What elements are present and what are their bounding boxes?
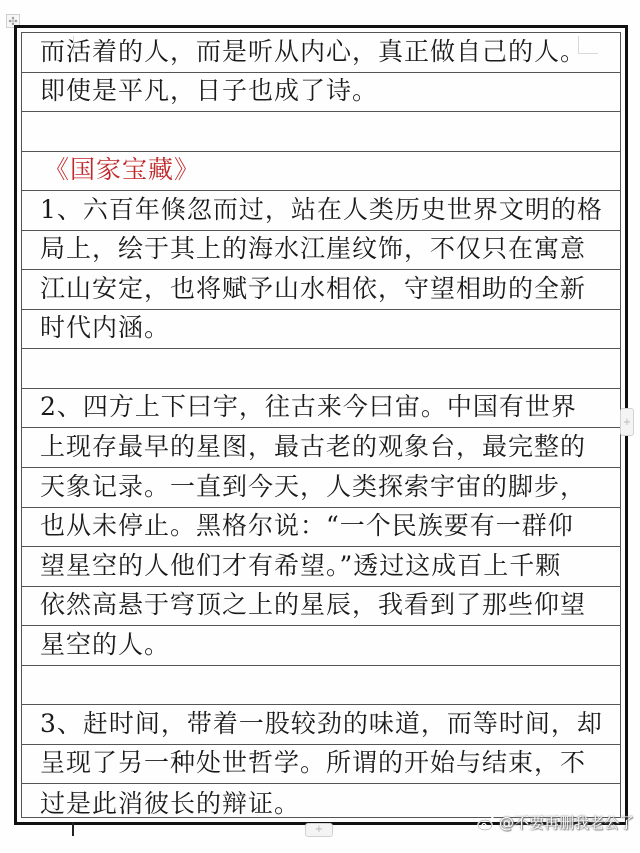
table-row[interactable]: 呈现了另一种处世哲学。所谓的开始与结束，不 xyxy=(22,745,620,785)
table-row[interactable]: 江山安定，也将赋予山水相依，守望相助的全新 xyxy=(22,270,620,310)
table-row-blank[interactable] xyxy=(22,349,620,389)
table-row[interactable]: 时代内涵。 xyxy=(22,310,620,350)
table-row-blank[interactable] xyxy=(22,666,620,706)
table-row[interactable]: 依然高悬于穹顶之上的星辰，我看到了那些仰望 xyxy=(22,587,620,627)
table-move-handle-icon[interactable]: ✣ xyxy=(6,14,20,28)
table-row-blank[interactable] xyxy=(22,112,620,152)
table-row[interactable]: 2、四方上下曰宇，往古来今曰宙。中国有世界 xyxy=(22,389,620,429)
watermark-text: @不要再删我老公了 xyxy=(498,814,634,832)
table-row[interactable]: 天象记录。一直到今天，人类探索宇宙的脚步， xyxy=(22,468,620,508)
table-row[interactable]: 3、赶时间，带着一股较劲的味道，而等时间，却 xyxy=(22,705,620,745)
table-row[interactable]: 上现存最早的星图，最古老的观象台，最完整的 xyxy=(22,428,620,468)
table-row[interactable]: 星空的人。 xyxy=(22,626,620,666)
weibo-watermark xyxy=(477,812,634,833)
table-row[interactable]: 而活着的人，而是听从内心，真正做自己的人。 xyxy=(22,33,620,73)
add-column-plus-icon[interactable]: + xyxy=(620,408,634,436)
table-row[interactable]: 望星空的人他们才有希望。”透过这成百上千颗 xyxy=(22,547,620,587)
table-row[interactable]: 局上，绘于其上的海水江崖纹饰，不仅只在寓意 xyxy=(22,231,620,271)
section-title[interactable]: 《国家宝藏》 xyxy=(22,152,620,192)
column-resize-marker[interactable] xyxy=(72,822,74,836)
table-row[interactable]: 1、六百年倏忽而过，站在人类历史世界文明的格 xyxy=(22,191,620,231)
lined-table xyxy=(14,25,628,825)
add-row-plus-icon[interactable]: + xyxy=(305,823,333,837)
table-row[interactable]: 过是此消彼长的辩证。 xyxy=(40,788,301,818)
table-body xyxy=(21,32,621,818)
table-row[interactable]: 也从未停止。黑格尔说：“一个民族要有一群仰 xyxy=(22,508,620,548)
table-row[interactable]: 即使是平凡，日子也成了诗。 xyxy=(22,73,620,113)
weibo-icon xyxy=(477,815,497,831)
